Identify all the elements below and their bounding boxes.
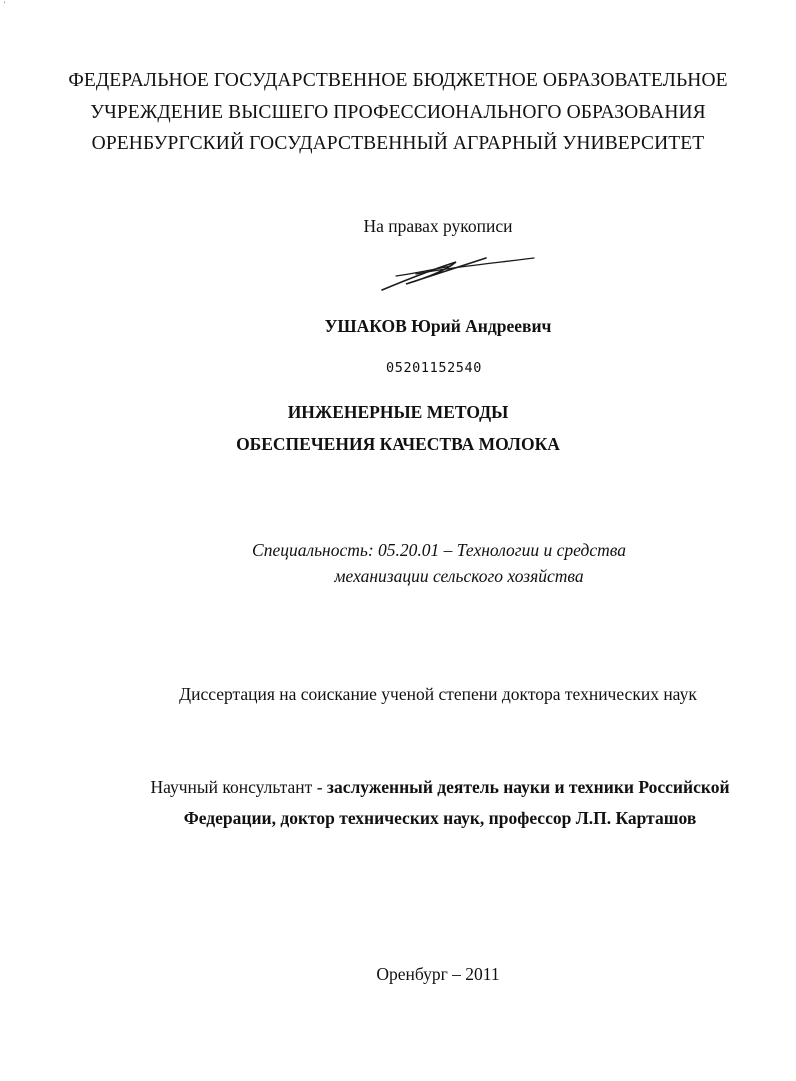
registration-number: 05201152540 (385, 360, 482, 376)
signature-icon (376, 250, 540, 294)
institution-line-2: УЧРЕЖДЕНИЕ ВЫСШЕГО ПРОФЕССИОНАЛЬНОГО ОБРАЗОВАНИЯ (90, 102, 706, 123)
consultant-label: Научный консультант - (150, 777, 327, 797)
specialty-line-1: Специальность: 05.20.01 – Технологии и средства (252, 540, 626, 560)
consultant-title: заслуженный деятель науки и техники Российской (326, 777, 730, 797)
manuscript-note: На правах рукописи (363, 216, 513, 236)
consultant-line-2: Федерации, доктор технических наук, профессор Л.П. Карташов (183, 808, 697, 828)
title-line-2: ОБЕСПЕЧЕНИЯ КАЧЕСТВА МОЛОКА (236, 434, 560, 454)
specialty-line-2: механизации сельского хозяйства (334, 566, 584, 586)
consultant-line-1 (42, 777, 796, 798)
title-line-1: ИНЖЕНЕРНЫЕ МЕТОДЫ (287, 402, 509, 422)
institution-line-3: ОРЕНБУРГСКИЙ ГОСУДАРСТВЕННЫЙ АГРАРНЫЙ УНИВЕРСИТЕТ (91, 133, 705, 154)
place-year: Оренбург – 2011 (376, 964, 500, 984)
corner-mark: ' (4, 0, 6, 9)
author-name: УШАКОВ Юрий Андреевич (324, 316, 552, 336)
degree-statement: Диссертация на соискание ученой степени доктора технических наук (179, 684, 697, 704)
institution-line-1: ФЕДЕРАЛЬНОЕ ГОСУДАРСТВЕННОЕ БЮДЖЕТНОЕ ОБРАЗОВАТЕЛЬНОЕ (68, 70, 728, 91)
